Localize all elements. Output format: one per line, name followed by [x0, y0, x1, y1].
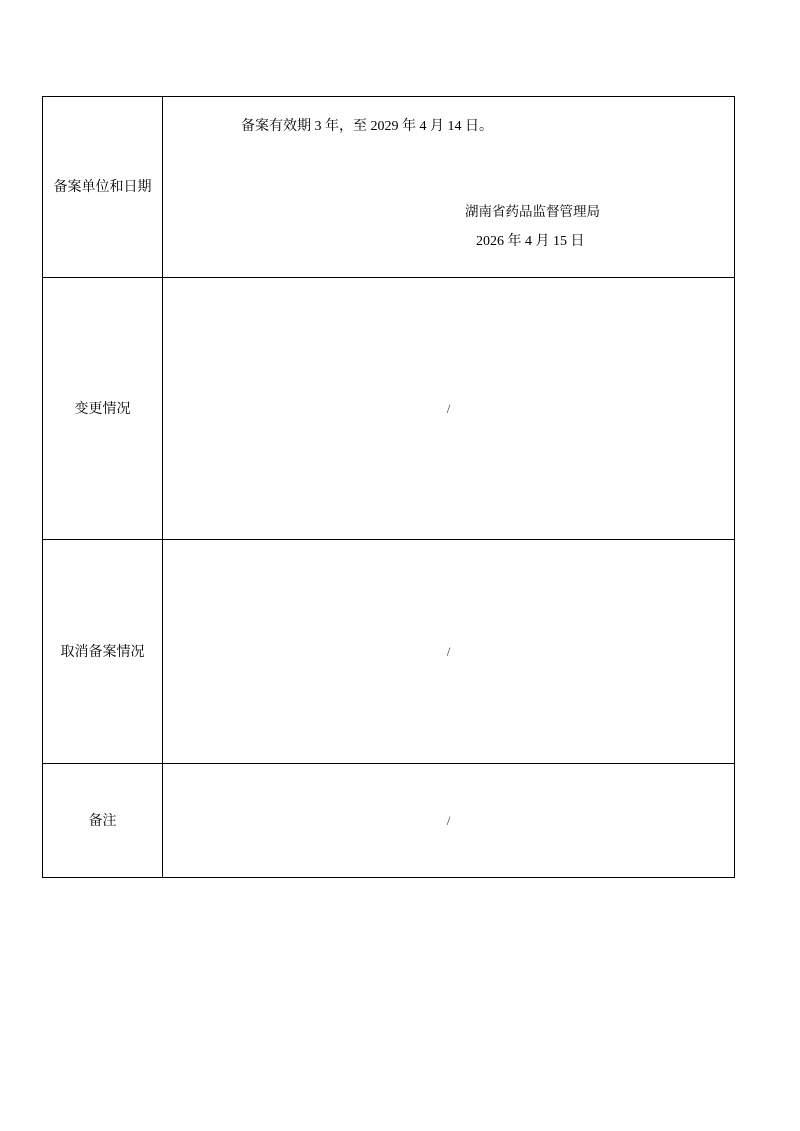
table-row-change-status [43, 278, 735, 540]
filing-unit-date-label: 备案单位和日期 [43, 97, 163, 278]
issue-date: 2026 年 4 月 15 日 [476, 234, 585, 249]
remarks-value: / [163, 764, 735, 878]
table-row-cancellation-status [43, 540, 735, 764]
table-row-filing-unit-date [43, 97, 735, 278]
change-status-label: 变更情况 [43, 278, 163, 540]
validity-period-text: 备案有效期 3 年，至 2029 年 4 月 14 日。 [241, 119, 493, 134]
cancellation-status-label: 取消备案情况 [43, 540, 163, 764]
cancellation-status-value: / [163, 540, 735, 764]
issuing-authority: 湖南省药品监督管理局 [465, 204, 600, 220]
remarks-label: 备注 [43, 764, 163, 878]
filing-unit-date-value [163, 97, 735, 278]
table-row-remarks [43, 764, 735, 878]
filing-record-table [42, 96, 735, 878]
change-status-value: / [163, 278, 735, 540]
